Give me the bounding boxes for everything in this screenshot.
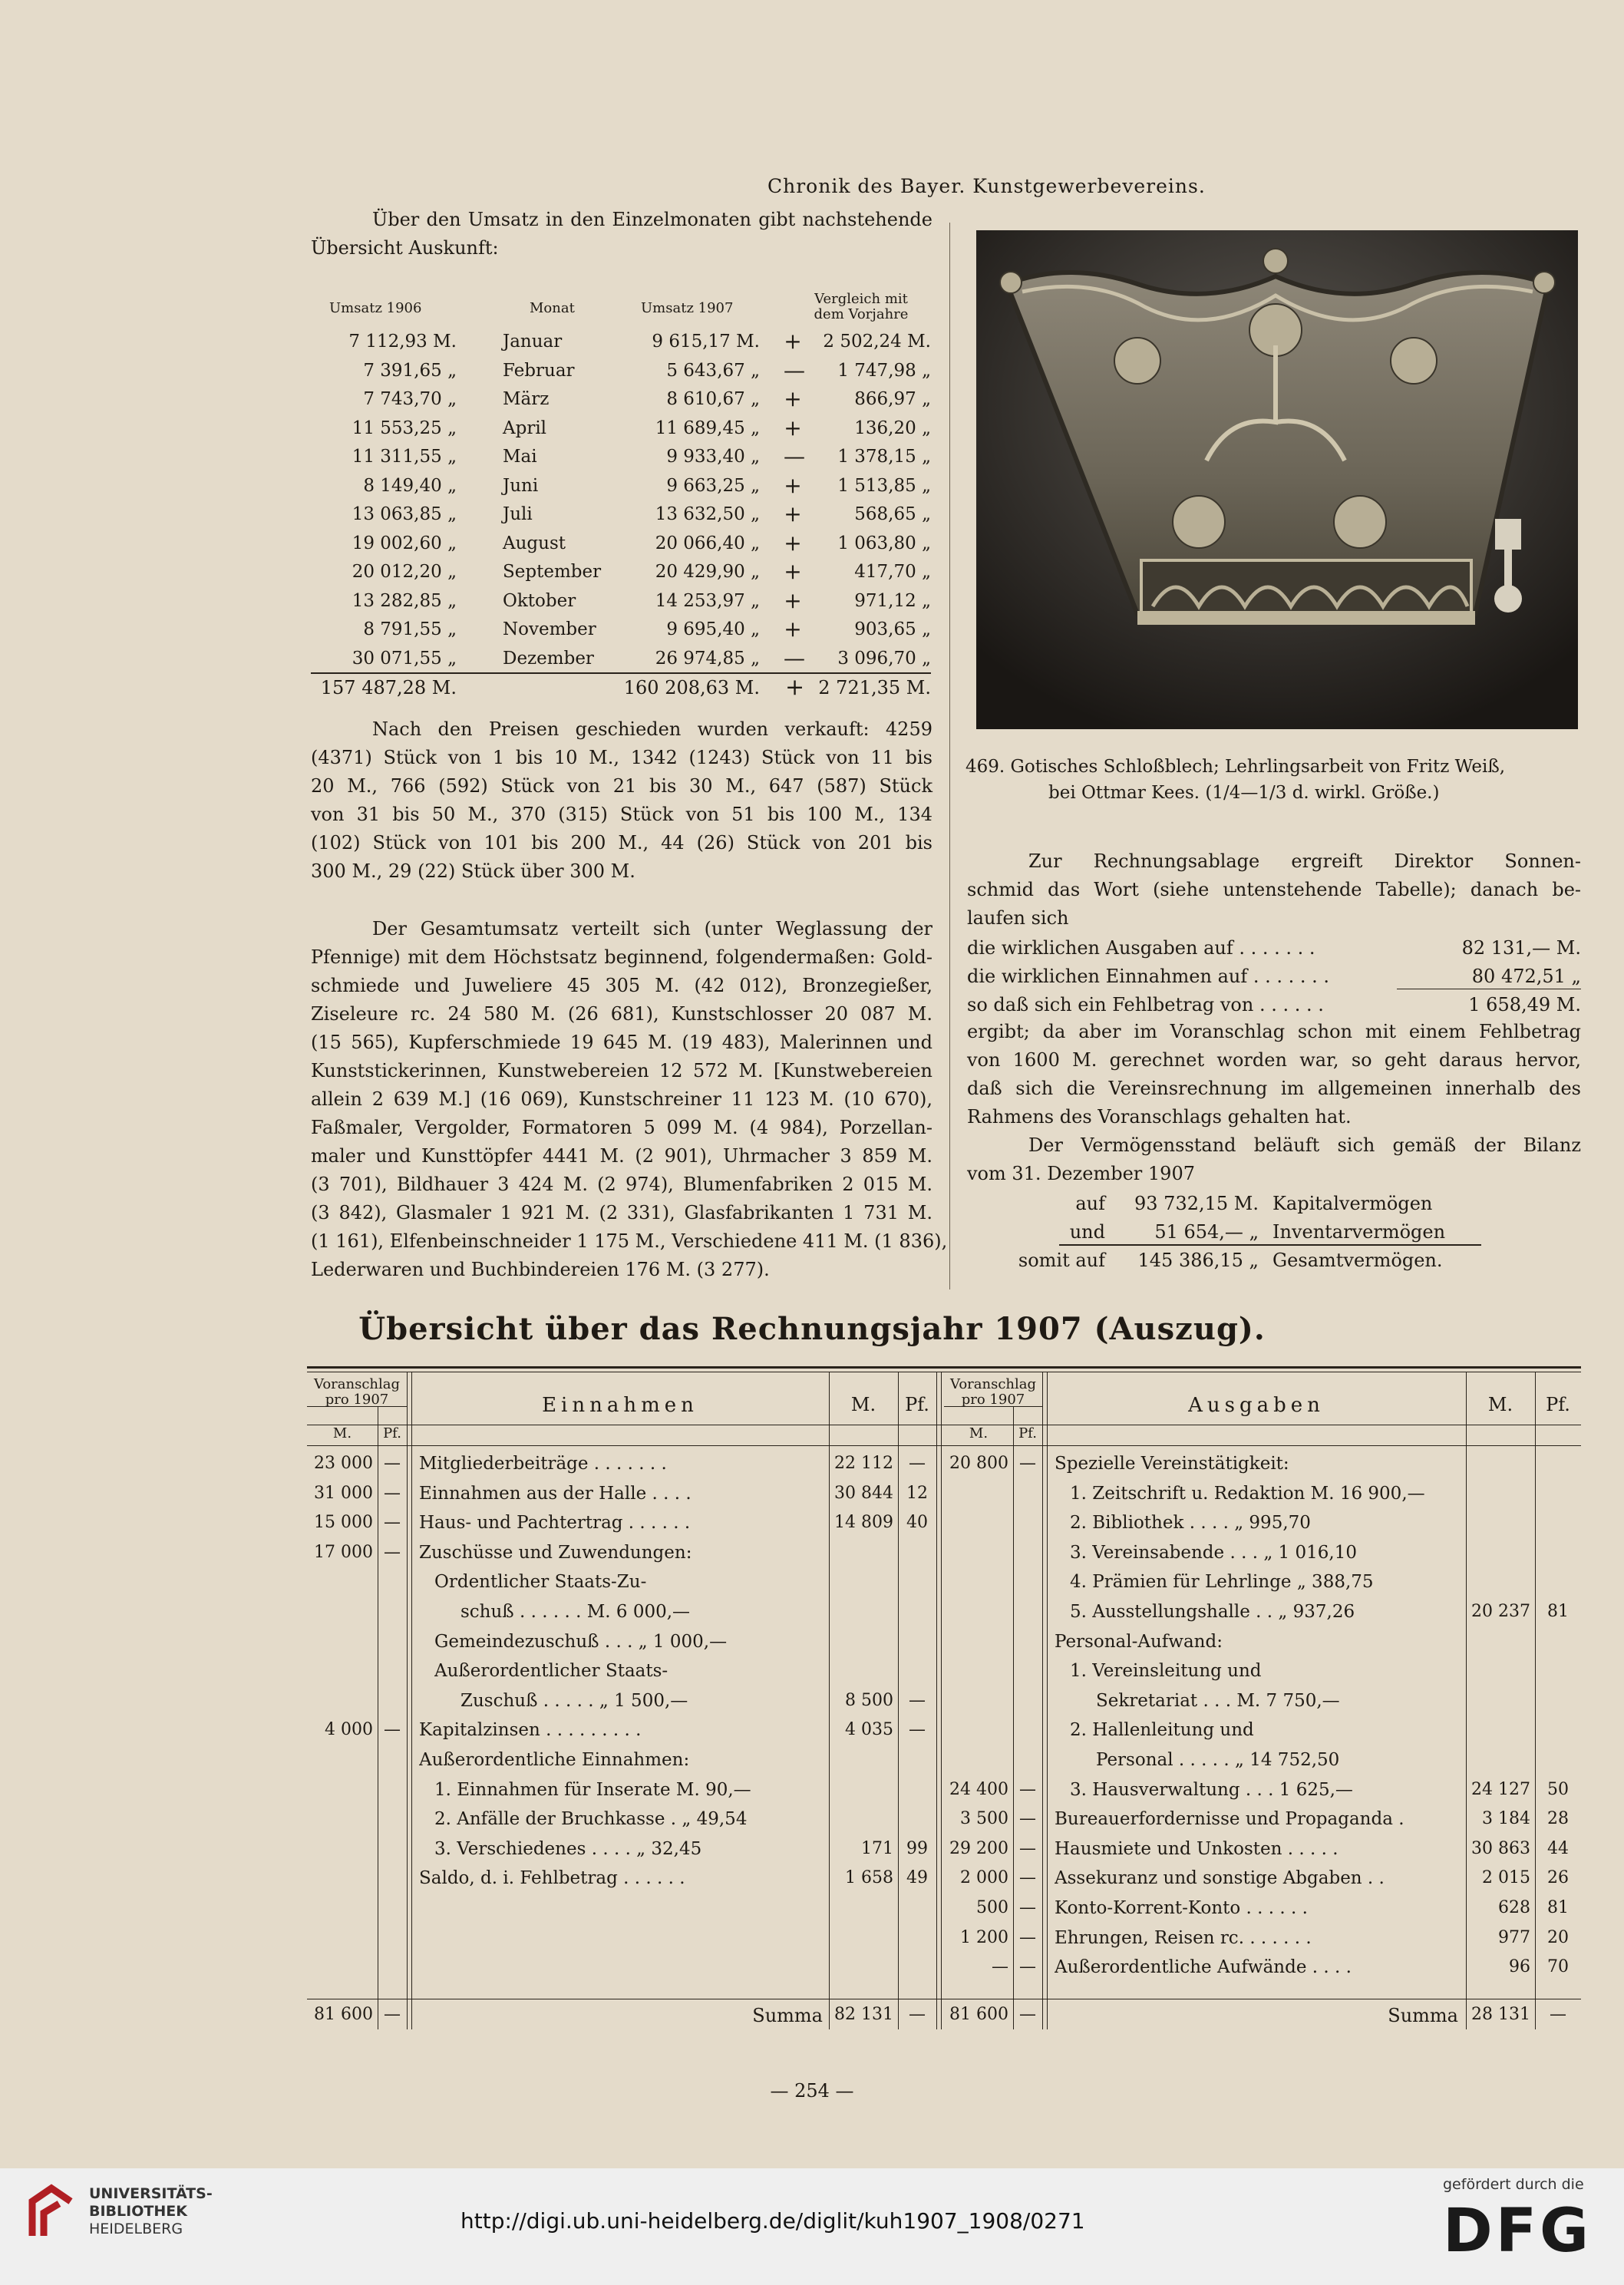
monthly-1907-value: 11 689,45 „ (655, 418, 760, 438)
income-amount-pf: — (909, 1720, 926, 1740)
income-amount-mark: 14 809 (834, 1513, 893, 1533)
expense-amount-mark: 24 127 (1471, 1779, 1530, 1799)
income-amount-pf: 12 (906, 1483, 928, 1503)
page-number: — 254 — (770, 2080, 854, 2102)
intro-paragraph: Über den Umsatz in den Einzelmonaten gibt nachstehende Übersicht Auskunft: (311, 209, 932, 259)
total-difference: 2 721,35 M. (818, 677, 931, 698)
income-item-label: Kapitalzinsen . . . . . . . . . (419, 1720, 642, 1741)
total-sign: + (785, 674, 805, 701)
income-item-label: Außerordentlicher Staats- (434, 1661, 668, 1682)
expense-item-label: Assekuranz und sonstige Abgaben . . (1055, 1868, 1385, 1889)
monthly-month-name: November (503, 619, 596, 639)
income-voranschlag-pf: — (384, 1513, 401, 1533)
expense-item-label: Personal-Aufwand: (1055, 1631, 1223, 1652)
monthly-difference: 903,65 „ (854, 619, 931, 639)
expense-voranschlag-mark: 2 000 (960, 1868, 1008, 1888)
expense-amount-mark: 20 237 (1471, 1602, 1530, 1621)
income-item-label: Haus- und Pachtertrag . . . . . . (419, 1513, 691, 1534)
expense-amount-pf: 20 (1547, 1927, 1569, 1947)
expense-amount-pf: 70 (1547, 1957, 1569, 1977)
monthly-1907-value: 9 695,40 „ (666, 619, 760, 639)
monthly-1906-value: 11 553,25 „ (352, 418, 457, 438)
expense-amount-mark: 2 015 (1482, 1868, 1530, 1888)
expense-voranschlag-mark: — (992, 1957, 1008, 1977)
income-voranschlag-mark: 15 000 (314, 1513, 373, 1533)
expense-item-label: 2. Hallenleitung und (1070, 1720, 1254, 1741)
monthly-1907-value: 9 663,25 „ (666, 475, 760, 496)
assets-row-inventory: und 51 654,— „ Inventarvermögen (967, 1217, 1581, 1245)
monthly-1906-value: 30 071,55 „ (352, 648, 457, 669)
monthly-difference: 568,65 „ (854, 504, 931, 524)
monthly-1906-value: 7 391,65 „ (363, 360, 457, 381)
income-sum-voranschlag: 81 600 (314, 2005, 373, 2024)
income-sum-total: 82 131 (834, 2005, 893, 2024)
photo-caption: 469. Gotisches Schloßblech; Lehrlingsarbeit von Fritz Weiß, bei Ottmar Kees. (1/4—1/3 d. wirkl. Größe.) (965, 757, 1506, 803)
expense-voranschlag-pf: — (1019, 1898, 1036, 1917)
monthly-sign: — (784, 645, 805, 671)
monthly-1906-value: 19 002,60 „ (352, 533, 457, 553)
monthly-1907-value: 14 253,97 „ (655, 590, 760, 611)
expense-voranschlag-pf: — (1019, 1838, 1036, 1858)
monthly-1907-value: 9 615,17 M. (652, 332, 760, 352)
monthly-1906-value: 13 063,85 „ (352, 504, 457, 524)
col-header-umsatz-1907: Umsatz 1907 (641, 300, 734, 316)
monthly-1906-value: 11 311,55 „ (352, 447, 457, 467)
monthly-sign: + (784, 616, 802, 642)
income-amount-mark: 171 (861, 1838, 893, 1858)
monthly-sign: + (784, 530, 802, 556)
monthly-month-name: Juni (503, 475, 539, 496)
expense-item-label: 4. Prämien für Lehrlinge „ 388,75 (1070, 1572, 1374, 1593)
expense-amount-pf: 81 (1547, 1898, 1569, 1917)
monthly-1906-value: 7 743,70 „ (363, 389, 457, 409)
price-paragraph: Nach den Preisen geschieden wurden verkauft: 4259 (4371) Stück von 1 bis 10 M., 1342 (1243) Stück von 11 bis 20 M., 766 (592) Stück von 21 bis 30 M., 647 (587) Stück von 31 bis 50 M., 370 (315) Stück von 51 bis 100 M., 134 (102) Stück von 101 bis 200 M., 44 (26) Stück von 201 bis 300 M., 29 (22) Stück über 300 M. (311, 718, 932, 882)
dfg-logo: DFG (1443, 2197, 1593, 2266)
voranschlag-header-left: Voranschlag pro 1907 (313, 1376, 401, 1408)
expense-item-label: Sekretariat . . . M. 7 750,— (1096, 1690, 1340, 1711)
expense-item-label: 1. Vereinsleitung und (1070, 1661, 1262, 1682)
income-voranschlag-pf: — (384, 1454, 401, 1473)
monthly-1906-value: 8 149,40 „ (363, 475, 457, 496)
income-item-label: Gemeindezuschuß . . . „ 1 000,— (434, 1631, 728, 1652)
total-1907: 160 208,63 M. (623, 677, 760, 698)
monthly-month-name: September (503, 562, 602, 582)
total-rule (311, 672, 931, 674)
total-1906: 157 487,28 M. (320, 677, 457, 698)
monthly-sign: — (784, 444, 805, 469)
income-amount-mark: 8 500 (845, 1690, 893, 1710)
monthly-difference: 866,97 „ (854, 389, 931, 409)
income-voranschlag-mark: 4 000 (325, 1720, 373, 1740)
monthly-difference: 2 502,24 M. (823, 332, 931, 352)
monthly-month-name: Oktober (503, 590, 576, 611)
income-item-label: Zuschuß . . . . . „ 1 500,— (460, 1690, 688, 1711)
expense-item-label: 2. Bibliothek . . . . „ 995,70 (1070, 1513, 1311, 1534)
assets-row-capital: auf 93 732,15 M. Kapitalvermögen (1075, 1193, 1433, 1214)
monthly-1907-value: 26 974,85 „ (655, 648, 760, 669)
monthly-difference: 1 378,15 „ (837, 447, 931, 467)
monthly-month-name: März (503, 389, 550, 409)
income-item-label: 3. Verschiedenes . . . . „ 32,45 (434, 1838, 702, 1859)
monthly-1907-value: 8 610,67 „ (666, 389, 760, 409)
income-voranschlag-pf: — (384, 1542, 401, 1562)
income-amount-pf: — (909, 1690, 926, 1710)
expense-item-label: Konto-Korrent-Konto . . . . . . (1055, 1898, 1308, 1918)
income-voranschlag-mark: 31 000 (314, 1483, 373, 1503)
lock-plate-photo (976, 230, 1578, 729)
assets-row-total: somit auf 145 386,15 „ Gesamtvermögen. (1018, 1250, 1443, 1271)
monthly-difference: 1 747,98 „ (837, 360, 931, 381)
monthly-1906-value: 7 112,93 M. (348, 332, 457, 352)
accounting-paragraph: Zur Rechnungsablage ergreift Direktor Sonnen- schmid das Wort (siehe untenstehende Tabelle); danach be- laufen sich die wirklichen Ausgaben auf . . . . . . . 82 131,— M. die wirklichen Einnahmen auf . . . . . . . 80 472,51 „ so daß sich ein Fehlbetrag von . . . . . . 1 658,49 M. ergibt; da aber im Voranschlag schon mit einem Fehlbetrag von 1600 M. gerechnet worden war, so geht daraus hervor, daß sich die Vereinsrechnung im allgemeinen innerhalb des Rahmens des Voranschlags gehalten hat. Der Vermögensstand beläuft sich gemäß der Bilanz vom 31. Dezember 1907 auf 93 732,15 M. Kapitalvermögen und 51 654,— „ Inventarvermögen somit auf 145 386,15 „ Gesamtvermögen. (967, 847, 1581, 1273)
expense-item-label: Spezielle Vereinstätigkeit: (1055, 1454, 1289, 1474)
monthly-sign: + (784, 587, 802, 613)
expense-voranschlag-mark: 29 200 (949, 1838, 1008, 1858)
col-header-monat: Monat (530, 300, 575, 316)
expense-item-label: Ehrungen, Reisen rc. . . . . . . (1055, 1927, 1312, 1948)
digitization-footer (0, 2168, 1624, 2285)
income-voranschlag-mark: 23 000 (314, 1454, 373, 1473)
income-amount-mark: 4 035 (845, 1720, 893, 1740)
expense-amount-mark: 3 184 (1482, 1809, 1530, 1829)
monthly-1906-value: 13 282,85 „ (352, 590, 457, 611)
expense-sum-total: 28 131 (1471, 2005, 1530, 2024)
library-name: UNIVERSITÄTS- BIBLIOTHEK HEIDELBERG (89, 2185, 213, 2237)
income-amount-pf: — (909, 1454, 926, 1473)
ausgaben-header: Ausgaben (1188, 1394, 1325, 1417)
income-amount-pf: 49 (906, 1868, 928, 1888)
expense-voranschlag-pf: — (1019, 1868, 1036, 1888)
monthly-difference: 417,70 „ (854, 562, 931, 582)
expense-voranschlag-pf: — (1019, 1927, 1036, 1947)
income-amount-pf: 99 (906, 1838, 928, 1858)
monthly-sign: + (784, 559, 802, 584)
expense-amount-pf: 26 (1547, 1868, 1569, 1888)
university-library-logo-icon (25, 2182, 78, 2244)
expense-sum-label: Summa (1388, 2005, 1458, 2026)
monthly-difference: 1 513,85 „ (837, 475, 931, 496)
monthly-month-name: August (503, 533, 566, 553)
expense-amount-mark: 628 (1498, 1898, 1530, 1917)
col-header-vergleich: Vergleich mit dem Vorjahre (814, 291, 909, 322)
monthly-sign: — (784, 357, 805, 383)
gothic-lock-plate-image (976, 230, 1578, 729)
monthly-1907-value: 20 429,90 „ (655, 562, 760, 582)
expense-voranschlag-pf: — (1019, 1454, 1036, 1473)
monthly-sign: + (784, 414, 802, 441)
monthly-month-name: April (503, 418, 547, 438)
monthly-1907-value: 9 933,40 „ (666, 447, 760, 467)
monthly-difference: 3 096,70 „ (837, 648, 931, 669)
monthly-sign: + (784, 472, 802, 498)
monthly-month-name: Mai (503, 447, 537, 467)
expense-voranschlag-pf: — (1019, 1809, 1036, 1829)
monthly-month-name: Februar (503, 360, 575, 381)
expense-item-label: Hausmiete und Unkosten . . . . . (1055, 1838, 1338, 1859)
expense-sum-voranschlag: 81 600 (949, 2005, 1008, 2024)
monthly-sign: + (784, 501, 802, 527)
monthly-difference: 971,12 „ (854, 590, 931, 611)
monthly-1907-value: 20 066,40 „ (655, 533, 760, 553)
expense-voranschlag-pf: — (1019, 1779, 1036, 1799)
monthly-difference: 136,20 „ (854, 418, 931, 438)
monthly-turnover-table (311, 290, 932, 705)
funding-note: gefördert durch die (1443, 2176, 1584, 2193)
monthly-1907-value: 5 643,67 „ (666, 360, 760, 381)
monthly-difference: 1 063,80 „ (837, 533, 931, 553)
expense-amount-mark: 977 (1498, 1927, 1530, 1947)
income-item-label: Ordentlicher Staats-Zu- (434, 1572, 647, 1593)
expense-amount-pf: 44 (1547, 1838, 1569, 1858)
expense-voranschlag-mark: 500 (976, 1898, 1008, 1917)
income-voranschlag-mark: 17 000 (314, 1542, 373, 1562)
expense-item-label: Bureauerfordernisse und Propaganda . (1055, 1809, 1404, 1830)
column-divider (949, 223, 950, 1289)
income-item-label: Außerordentliche Einnahmen: (419, 1750, 690, 1770)
expense-amount-pf: 28 (1547, 1809, 1569, 1829)
expense-amount-mark: 96 (1509, 1957, 1530, 1977)
income-item-label: Mitgliederbeiträge . . . . . . . (419, 1454, 667, 1474)
monthly-month-name: Dezember (503, 648, 594, 669)
expense-item-label: 5. Ausstellungshalle . . „ 937,26 (1070, 1602, 1355, 1622)
expense-item-label: 3. Hausverwaltung . . . 1 625,— (1070, 1779, 1353, 1800)
income-item-label: 1. Einnahmen für Inserate M. 90,— (434, 1779, 751, 1800)
expense-voranschlag-mark: 3 500 (960, 1809, 1008, 1829)
expense-item-label: Personal . . . . . „ 14 752,50 (1096, 1750, 1340, 1770)
expense-item-label: 1. Zeitschrift u. Redaktion M. 16 900,— (1070, 1483, 1425, 1504)
expense-voranschlag-mark: 20 800 (949, 1454, 1008, 1473)
monthly-1907-value: 13 632,50 „ (655, 504, 760, 524)
expense-item-label: Außerordentliche Aufwände . . . . (1055, 1957, 1352, 1978)
voranschlag-header-right: Voranschlag pro 1907 (949, 1376, 1037, 1408)
source-url-link[interactable]: http://digi.ub.uni-heidelberg.de/diglit/kuh1907_1908/0271 (460, 2208, 1085, 2234)
monthly-month-name: Juli (503, 504, 533, 524)
monthly-1906-value: 8 791,55 „ (363, 619, 457, 639)
income-amount-mark: 22 112 (834, 1454, 893, 1473)
expense-voranschlag-mark: 24 400 (949, 1779, 1008, 1799)
income-amount-mark: 30 844 (834, 1483, 893, 1503)
expense-voranschlag-mark: 1 200 (960, 1927, 1008, 1947)
account-table: Voranschlag pro 1907 M. Pf. Einnahmen M. Pf. Voranschlag pro 1907 M. Pf. Ausgaben M. Pf. 23 000 — Mitgliederbeiträge . . . . . . . 22 112 — 31 000 — Einnahmen aus der Halle . . . . 30 844 12 15 000 — Haus- und Pachtertrag . . . . . . 14 809 40 17 000 — Zuschüsse und Zuwendungen: Ordentlicher Staats-Zu- schuß . . . . . . M. 6 000,— Gemeindezuschuß . . . „ 1 000,— Außerordentlicher Staats- Zuschuß . . . . . „ 1 500,— 8 500 — 4 000 — Kapitalzinsen . . . . . . . . . 4 035 — Außerordentliche Einnahmen: 1. Einnahmen für Inserate M. 90,— 2. Anfälle der Bruchkasse . „ 49,54 3. Verschiedenes . . . . „ 32,45 171 99 Saldo, d. i. Fehlbetrag . . . . . . 1 658 49 20 800 — Spezielle Vereinstätigkeit: 1. Zeitschrift u. Redaktion M. 16 900,— 2. Bibliothek . . . . „ 995,70 3. Vereinsabende . . . „ 1 016,10 4. Prämien für Lehrlinge „ 388,75 5. Ausstellungshalle . . „ 937,26 20 237 81 Personal-Aufwand: 1. Vereinsleitung und Sekretariat . . . M. 7 750,— 2. Hallenleitung und Personal . . . . . „ 14 752,50 24 400 — 3. Hausverwaltung . . . 1 625,— 24 127 50 3 500 — Bureauerfordernisse und Propaganda . 3 184 28 29 200 — Hausmiete und Unkosten . . . . . 30 863 44 2 000 — Assekuranz und sonstige Abgaben . . 2 015 26 500 — Konto-Korrent-Konto . . . . . . 628 81 1 200 — Ehrungen, Reisen rc. . . . . . . 977 20 — — Außerordentliche Aufwände . . . . 96 70 81 600 — Summa 82 131 — 81 600 — Summa 28 131 — (307, 1366, 1581, 2042)
income-sum-label: Summa (752, 2005, 823, 2026)
income-amount-mark: 1 658 (845, 1868, 893, 1888)
expense-voranschlag-pf: — (1019, 1957, 1036, 1977)
income-voranschlag-pf: — (384, 1720, 401, 1740)
monthly-sign: + (784, 386, 802, 411)
col-header-umsatz-1906: Umsatz 1906 (329, 300, 422, 316)
income-amount-pf: 40 (906, 1513, 928, 1533)
expense-amount-pf: 50 (1547, 1779, 1569, 1799)
monthly-1906-value: 20 012,20 „ (352, 562, 457, 582)
income-item-label: 2. Anfälle der Bruchkasse . „ 49,54 (434, 1809, 748, 1830)
income-item-label: Saldo, d. i. Fehlbetrag . . . . . . (419, 1868, 685, 1889)
monthly-sign: + (784, 329, 802, 354)
income-item-label: Einnahmen aus der Halle . . . . (419, 1483, 692, 1504)
income-voranschlag-pf: — (384, 1483, 401, 1503)
account-table-title: Übersicht über das Rechnungsjahr 1907 (Auszug). (358, 1311, 1266, 1347)
expense-amount-mark: 30 863 (1471, 1838, 1530, 1858)
monthly-month-name: Januar (503, 332, 563, 352)
income-item-label: Zuschüsse und Zuwendungen: (419, 1542, 692, 1563)
expense-item-label: 3. Vereinsabende . . . „ 1 016,10 (1070, 1542, 1357, 1563)
income-item-label: schuß . . . . . . M. 6 000,— (460, 1602, 691, 1622)
einnahmen-header: Einnahmen (542, 1394, 698, 1417)
total-turnover-paragraph: Der Gesamtumsatz verteilt sich (unter Weglassung der Pfennige) mit dem Höchstsatz beginnend, folgendermaßen: Gold- schmiede und Juweliere 45 305 M. (42 012), Bronzegießer, Ziseleure rc. 24 580 M. (26 681), Kunstschlosser 20 087 M. (15 565), Kupferschmiede 19 645 M. (19 483), Malerinnen und Kunststickerinnen, Kunstwebereien 12 572 M. [Kunstwebereien allein 2 639 M.] (16 069), Kunstschreiner 11 123 M. (10 670), Faßmaler, Vergolder, Formatoren 5 099 M. (4 984), Porzellan- maler und Kunsttöpfer 4441 M. (2 901), Uhrmacher 3 859 M. (3 701), Bildhauer 3 424 M. (2 974), Blumenfabriken 2 015 M. (3 842), Glasmaler 1 921 M. (2 331), Glasfabrikanten 1 731 M. (1 161), Elfenbeinschneider 1 175 M., Verschiedene 411 M. (1 836), Lederwaren und Buchbindereien 176 M. (3 277). (311, 918, 948, 1280)
expense-amount-pf: 81 (1547, 1602, 1569, 1621)
running-header: Chronik des Bayer. Kunstgewerbevereins. (767, 175, 1206, 197)
